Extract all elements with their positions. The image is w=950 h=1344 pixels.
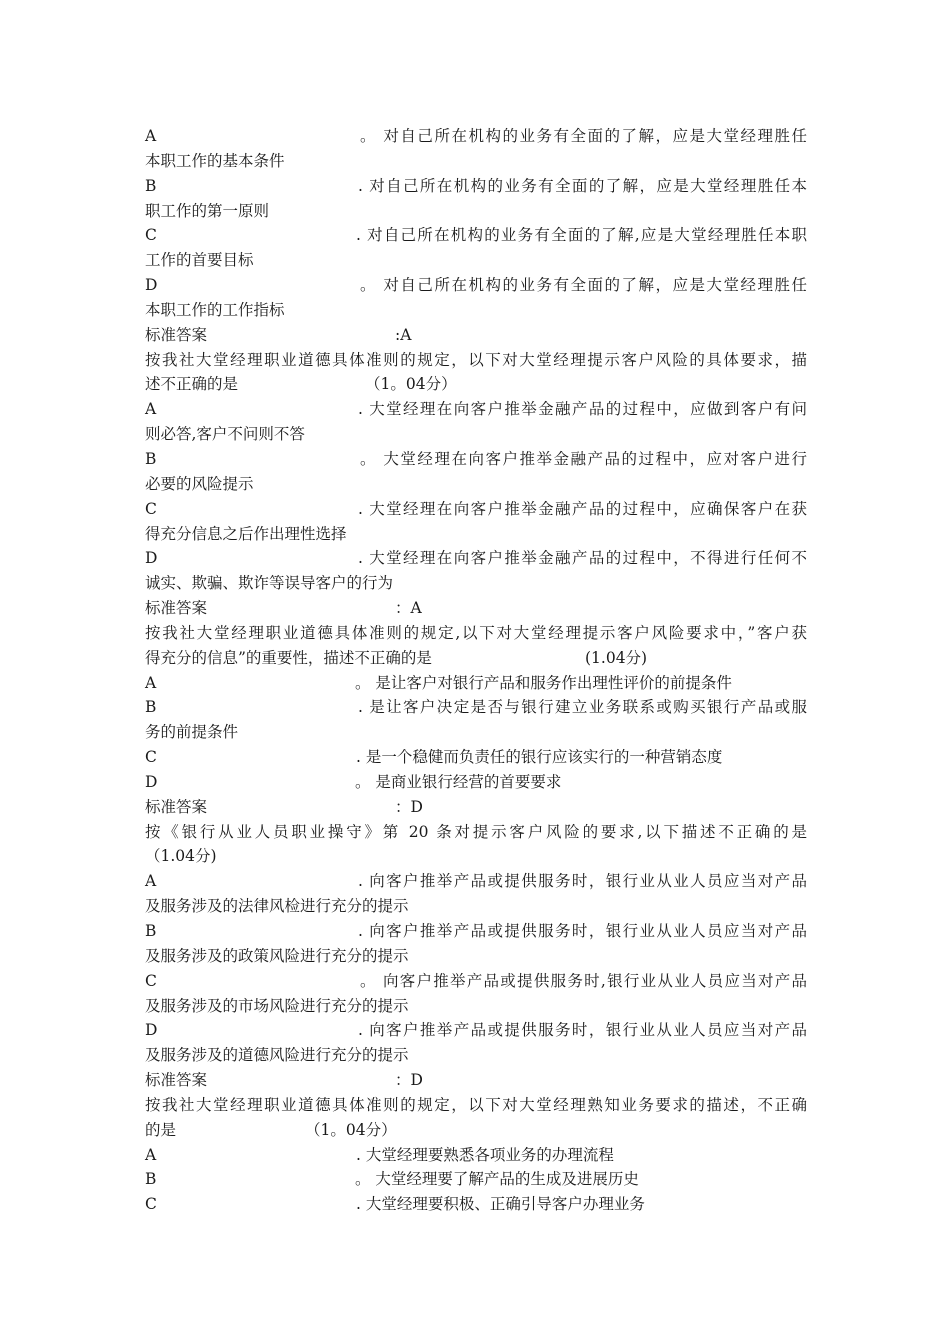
option-text: . 大堂经理要熟悉各项业务的办理流程: [356, 1145, 614, 1164]
option-text: . 大堂经理在向客户推举金融产品的过程中，应做到客户有问: [358, 400, 807, 419]
answer-line: [145, 1068, 807, 1093]
continuation-line: [145, 571, 807, 596]
question-text: [145, 820, 807, 845]
question-text: [145, 348, 807, 373]
document-body: [145, 124, 807, 1217]
option-letter: A: [145, 673, 157, 692]
option-letter: B: [145, 1170, 157, 1189]
option-letter: A: [145, 400, 157, 419]
option-line: [145, 969, 807, 994]
text-line: 必要的风险提示: [145, 474, 254, 493]
option-letter: A: [145, 127, 157, 145]
question-text-line: 述不正确的是: [145, 375, 239, 394]
option-line: [145, 695, 807, 720]
option-line: [145, 671, 807, 696]
text-line: 则必答,客户不问则不答: [145, 425, 305, 444]
text-line: 得充分信息之后作出理性选择: [145, 524, 347, 543]
text-line: 及服务涉及的政策风险进行充分的提示: [145, 946, 409, 965]
option-line: [145, 1167, 807, 1192]
option-text: . 向客户推举产品或提供服务时，银行业从业人员应当对产品: [358, 872, 807, 891]
answer-label: 标准答案: [145, 599, 208, 618]
text-line: 工作的首要目标: [145, 251, 254, 270]
question-text-line: 按《银行从业人员职业操守》第 20 条对提示客户风险的要求,以下描述不正确的是: [145, 822, 807, 841]
answer-line: [145, 323, 807, 348]
continuation-line: [145, 149, 807, 174]
continuation-line: [145, 944, 807, 969]
question-score: （1。04分）: [365, 375, 457, 394]
text-line: 及服务涉及的市场风险进行充分的提示: [145, 996, 409, 1015]
option-letter: C: [145, 226, 157, 245]
option-line: [145, 174, 807, 199]
continuation-line: [145, 994, 807, 1019]
question-text-line: 的是: [145, 1120, 177, 1139]
continuation-line: [145, 522, 807, 547]
question-text-line: 得充分的信息”的重要性，描述不正确的是: [145, 648, 432, 667]
option-text: 。 向客户推举产品或提供服务时,银行业从业人员应当对产品: [360, 971, 807, 990]
option-line: [145, 1018, 807, 1043]
continuation-line: [145, 1043, 807, 1068]
continuation-line: [145, 472, 807, 497]
question-text-line: 按我社大堂经理职业道德具体准则的规定,以下对大堂经理提示客户风险要求中，”客户获: [145, 623, 807, 642]
option-letter: D: [145, 549, 158, 568]
continuation-line: [145, 720, 807, 745]
option-line: [145, 869, 807, 894]
option-letter: B: [145, 698, 157, 717]
text-line: 务的前提条件: [145, 723, 239, 742]
option-line: [145, 1143, 807, 1168]
option-text: . 大堂经理要积极、正确引导客户办理业务: [356, 1195, 645, 1214]
option-letter: C: [145, 499, 157, 518]
option-text: . 大堂经理在向客户推举金融产品的过程中，应确保客户在获: [358, 499, 807, 518]
text-line: 本职工作的基本条件: [145, 151, 285, 170]
option-line: [145, 397, 807, 422]
answer-line: [145, 596, 807, 621]
text-line: 诚实、欺骗、欺诈等误导客户的行为: [145, 574, 394, 593]
option-letter: B: [145, 922, 157, 940]
answer-value: ：D: [395, 1071, 423, 1090]
option-text: . 对自己所在机构的业务有全面的了解，应是大堂经理胜任本: [358, 176, 807, 195]
text-line: （1.04分): [145, 847, 217, 866]
continuation-line: [145, 844, 807, 869]
option-text: 。 大堂经理在向客户推举金融产品的过程中，应对客户进行: [360, 449, 807, 468]
option-text: . 大堂经理在向客户推举金融产品的过程中，不得进行任何不: [358, 549, 807, 568]
question-text-end: [145, 646, 807, 671]
option-letter: A: [145, 872, 157, 891]
option-letter: D: [145, 772, 158, 791]
answer-label: 标准答案: [145, 1071, 208, 1090]
answer-value: :A: [395, 325, 412, 344]
text-line: 职工作的第一原则: [145, 201, 270, 220]
question-score: （1。04分）: [305, 1120, 397, 1139]
option-line: [145, 546, 807, 571]
option-letter: D: [145, 276, 158, 295]
option-line: [145, 745, 807, 770]
option-text: 。 是让客户对银行产品和服务作出理性评价的前提条件: [355, 673, 732, 692]
continuation-line: [145, 894, 807, 919]
option-text: 。 对自己所在机构的业务有全面的了解，应是大堂经理胜任: [360, 276, 807, 295]
text-line: 及服务涉及的法律风检进行充分的提示: [145, 897, 409, 916]
option-line: [145, 273, 807, 298]
option-text: 。 大堂经理要了解产品的生成及进展历史: [355, 1170, 639, 1189]
option-text: 。 是商业银行经营的首要要求: [355, 772, 562, 791]
continuation-line: [145, 248, 807, 273]
option-letter: B: [145, 176, 157, 195]
question-text: [145, 1093, 807, 1118]
question-text-end: [145, 1118, 807, 1143]
question-text-line: 按我社大堂经理职业道德具体准则的规定，以下对大堂经理提示客户风险的具体要求，描: [145, 350, 807, 369]
option-line: [145, 497, 807, 522]
option-letter: D: [145, 1021, 158, 1040]
option-line: [145, 919, 807, 944]
option-text: . 是一个稳健而负责任的银行应该实行的一种营销态度: [356, 748, 723, 767]
question-score: (1.04分): [585, 648, 648, 667]
text-line: 本职工作的工作指标: [145, 300, 285, 319]
question-text: [145, 621, 807, 646]
question-text-end: [145, 372, 807, 397]
answer-value: ：D: [395, 797, 423, 816]
text-line: 及服务涉及的道德风险进行充分的提示: [145, 1046, 409, 1065]
option-line: [145, 1192, 807, 1217]
option-letter: A: [145, 1145, 157, 1164]
continuation-line: [145, 422, 807, 447]
option-line: [145, 447, 807, 472]
option-line: [145, 770, 807, 795]
continuation-line: [145, 199, 807, 224]
option-letter: C: [145, 971, 157, 990]
option-line: [145, 124, 807, 149]
option-text: . 对自己所在机构的业务有全面的了解,应是大堂经理胜任本职: [356, 226, 807, 245]
option-text: . 向客户推举产品或提供服务时，银行业从业人员应当对产品: [358, 922, 807, 940]
option-line: [145, 223, 807, 248]
question-text-line: 按我社大堂经理职业道德具体准则的规定，以下对大堂经理熟知业务要求的描述，不正确: [145, 1095, 807, 1114]
option-letter: C: [145, 748, 157, 767]
answer-label: 标准答案: [145, 797, 208, 816]
option-text: . 向客户推举产品或提供服务时，银行业从业人员应当对产品: [358, 1021, 807, 1040]
option-text: . 是让客户决定是否与银行建立业务联系或购买银行产品或服: [358, 698, 807, 717]
answer-line: [145, 795, 807, 820]
answer-value: ：A: [395, 599, 422, 618]
option-letter: B: [145, 449, 157, 468]
option-letter: C: [145, 1195, 157, 1214]
option-text: 。 对自己所在机构的业务有全面的了解，应是大堂经理胜任: [360, 127, 807, 145]
answer-label: 标准答案: [145, 325, 208, 344]
continuation-line: [145, 298, 807, 323]
